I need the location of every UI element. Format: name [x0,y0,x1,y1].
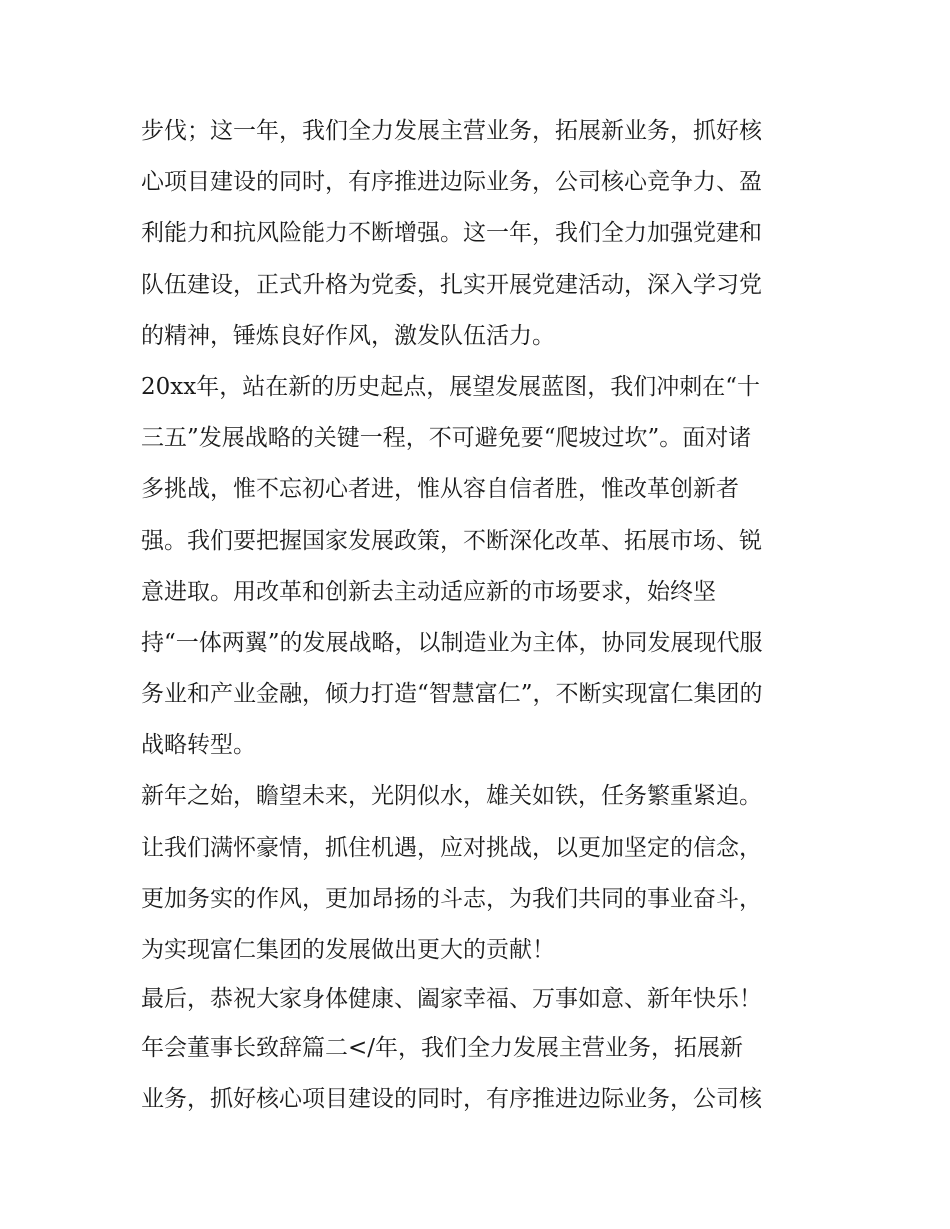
text-line: 业务，抓好核心项目建设的同时，有序推进边际业务，公司核 [141,1086,762,1113]
text-line: 步伐；这一年，我们全力发展主营业务，拓展新业务，抓好核 [141,118,762,144]
text-line: 年会董事长致辞篇二</年，我们全力发展主营业务，拓展新 [141,1035,744,1062]
text-line: 更加务实的作风，更加昂扬的斗志，为我们共同的事业奋斗， [141,885,762,912]
text-line: 强。我们要把握国家发展政策，不断深化改革、拓展市场、锐 [141,527,762,554]
text-line: 心项目建设的同时，有序推进边际业务，公司核心竞争力、盈 [141,169,762,196]
text-line: 队伍建设，正式升格为党委，扎实开展党建活动，深入学习党 [141,271,762,298]
text-line: 持“一体两翼”的发展战略，以制造业为主体，协同发展现代服 [141,629,763,656]
text-line: 新年之始，瞻望未来，光阴似水，雄关如铁，任务繁重紧迫。 [141,783,762,810]
text-line: 最后，恭祝大家身体健康、阖家幸福、万事如意、新年快乐！ [141,986,762,1013]
text-line: 战略转型。 [141,732,256,759]
text-line: 20xx年，站在新的历史起点，展望发展蓝图，我们冲刺在“十 [141,373,760,400]
text-line: 意进取。用改革和创新去主动适应新的市场要求，始终坚 [141,578,716,605]
text-line: 为实现富仁集团的发展做出更大的贡献！ [141,937,555,963]
text-line: 三五”发展战略的关键一程，不可避免要“爬坡过坎”。面对诸 [141,425,752,452]
text-line: 利能力和抗风险能力不断增强。这一年，我们全力加强党建和 [141,220,762,247]
text-line: 的精神，锤炼良好作风，激发队伍活力。 [141,322,555,349]
document-body [141,106,821,1126]
text-line: 让我们满怀豪情，抓住机遇，应对挑战，以更加坚定的信念， [141,834,762,861]
text-line: 务业和产业金融，倾力打造“智慧富仁”，不断实现富仁集团的 [141,681,763,708]
text-line: 多挑战，惟不忘初心者进，惟从容自信者胜，惟改革创新者 [141,476,739,503]
